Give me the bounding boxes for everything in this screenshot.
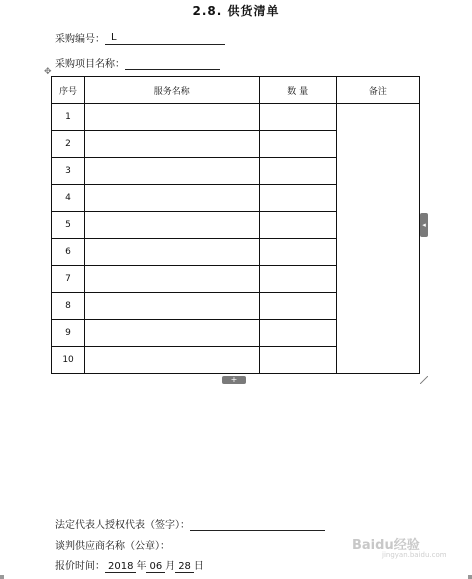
watermark-url: jingyan.baidu.com <box>382 551 447 559</box>
service-name-cell[interactable] <box>85 212 259 239</box>
remark-cell[interactable] <box>336 104 419 374</box>
row-index: 9 <box>52 320 85 347</box>
year-unit: 年 <box>136 561 147 572</box>
purchase-no-field <box>55 30 225 45</box>
purchase-no-underline[interactable] <box>105 32 225 45</box>
quantity-cell[interactable] <box>259 266 336 293</box>
quote-month[interactable]: 06 <box>146 561 165 573</box>
row-index: 6 <box>52 239 85 266</box>
project-name-field <box>55 55 220 70</box>
quote-day[interactable]: 28 <box>175 561 194 573</box>
legal-rep-underline[interactable] <box>190 518 325 531</box>
day-unit: 日 <box>193 561 204 572</box>
quantity-cell[interactable] <box>259 212 336 239</box>
service-name-cell[interactable] <box>85 131 259 158</box>
legal-rep-label: 法定代表人授权代表（签字）： <box>55 520 190 531</box>
quantity-cell[interactable] <box>259 158 336 185</box>
supplier-label: 谈判供应商名称（公章）： <box>55 541 170 552</box>
page-corner-right <box>468 575 472 579</box>
quantity-cell[interactable] <box>259 320 336 347</box>
legal-rep-line <box>55 516 325 531</box>
quantity-cell[interactable] <box>259 293 336 320</box>
watermark-brand: Baidu经验 <box>352 538 420 553</box>
table-header-row <box>52 77 420 104</box>
quantity-cell[interactable] <box>259 185 336 212</box>
quote-year[interactable]: 2018 <box>105 561 136 573</box>
row-index: 10 <box>52 347 85 374</box>
header-service-name: 服务名称 <box>85 77 259 104</box>
quote-time-label: 报价时间： <box>55 561 105 572</box>
quantity-cell[interactable] <box>259 131 336 158</box>
row-index: 1 <box>52 104 85 131</box>
row-index: 2 <box>52 131 85 158</box>
service-name-cell[interactable] <box>85 104 259 131</box>
quantity-cell[interactable] <box>259 239 336 266</box>
quantity-cell[interactable] <box>259 347 336 374</box>
page-corner-left <box>0 575 4 579</box>
row-index: 7 <box>52 266 85 293</box>
month-unit: 月 <box>165 561 176 572</box>
service-name-cell[interactable] <box>85 185 259 212</box>
header-remark: 备注 <box>336 77 419 104</box>
service-name-cell[interactable] <box>85 293 259 320</box>
service-name-cell[interactable] <box>85 239 259 266</box>
resize-icon[interactable] <box>420 376 428 384</box>
quote-time-line <box>55 557 204 573</box>
project-name-label: 采购项目名称： <box>55 59 125 70</box>
row-index: 5 <box>52 212 85 239</box>
row-index: 8 <box>52 293 85 320</box>
service-name-cell[interactable] <box>85 320 259 347</box>
row-index: 3 <box>52 158 85 185</box>
purchase-no-label: 采购编号： <box>55 34 105 45</box>
baidu-watermark <box>352 534 447 559</box>
quantity-cell[interactable] <box>259 104 336 131</box>
service-name-cell[interactable] <box>85 266 259 293</box>
supply-table <box>51 76 420 374</box>
supplier-line <box>55 537 170 552</box>
expand-right-icon[interactable]: ◂ <box>420 213 428 237</box>
header-index: 序号 <box>52 77 85 104</box>
move-icon[interactable]: ✥ <box>44 67 52 77</box>
page-title: 2.8. 供货清单 <box>192 4 280 18</box>
row-index: 4 <box>52 185 85 212</box>
purchase-no-value: L <box>111 32 117 43</box>
add-row-icon[interactable]: + <box>222 376 246 384</box>
service-name-cell[interactable] <box>85 347 259 374</box>
table-row <box>52 104 420 131</box>
service-name-cell[interactable] <box>85 158 259 185</box>
header-quantity: 数 量 <box>259 77 336 104</box>
project-name-underline[interactable] <box>125 57 220 70</box>
